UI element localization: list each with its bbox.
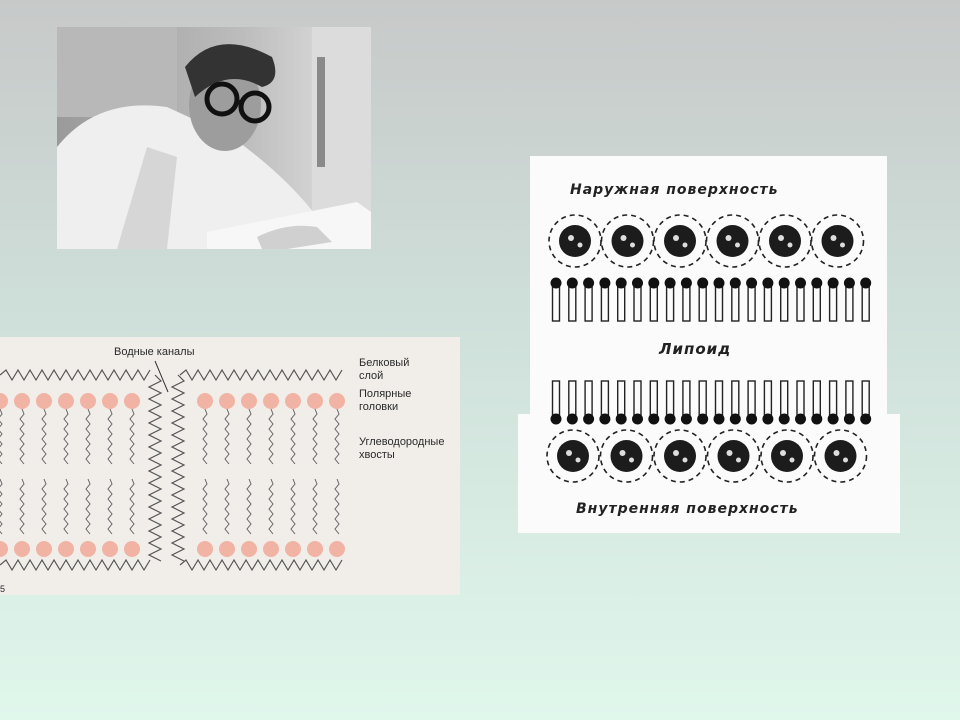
label-water-channels: Водные каналы: [114, 346, 195, 358]
channel-wall-right: [172, 375, 184, 561]
lipid-tail: [203, 479, 207, 534]
polar-head: [263, 393, 279, 409]
lipid-tail: [86, 479, 90, 534]
inner-protein-speck: [673, 450, 679, 456]
scientist-photo: [57, 27, 371, 249]
lipid-tail: [291, 479, 295, 534]
polar-head: [80, 541, 96, 557]
inner-lipid-head: [746, 414, 757, 425]
inner-lipid-head: [779, 414, 790, 425]
protein-layer-bottom-right: [180, 560, 342, 570]
polar-head: [0, 393, 8, 409]
lipid-tail: [247, 409, 251, 464]
outer-protein-core: [559, 225, 591, 257]
lipid-tail: [225, 409, 229, 464]
polar-head: [285, 393, 301, 409]
label-hydrocarbon-tails: Углеводородные хвосты: [359, 436, 445, 461]
polar-head: [36, 541, 52, 557]
lipid-tail: [313, 479, 317, 534]
protein-layer-bottom-left: [0, 560, 150, 570]
inner-protein-speck: [683, 458, 688, 463]
outer-protein-core: [822, 225, 854, 257]
inner-lipid-head: [811, 414, 822, 425]
polar-head: [197, 541, 213, 557]
inner-protein-speck: [780, 450, 786, 456]
polar-head: [307, 541, 323, 557]
inner-lipid-head: [665, 414, 676, 425]
polar-head: [197, 393, 213, 409]
lipid-tail: [42, 409, 46, 464]
lipid-tail: [86, 409, 90, 464]
polar-head: [36, 393, 52, 409]
inner-protein-speck: [736, 458, 741, 463]
outer-lipid-head: [551, 278, 562, 289]
lipid-tail: [130, 479, 134, 534]
lipid-tail: [20, 479, 24, 534]
inner-protein-speck: [834, 450, 840, 456]
lipid-tail: [247, 479, 251, 534]
inner-protein-core: [825, 440, 857, 472]
inner-protein-speck: [629, 458, 634, 463]
outer-lipid-head: [714, 278, 725, 289]
lipid-tail: [0, 479, 2, 534]
lipid-tail: [0, 409, 2, 464]
inner-lipid-head: [681, 414, 692, 425]
bilayer-membrane-diagram: [518, 156, 900, 533]
polar-head: [263, 541, 279, 557]
polar-head: [124, 393, 140, 409]
outer-lipid-head: [811, 278, 822, 289]
polar-head: [102, 541, 118, 557]
lipid-tail: [335, 409, 339, 464]
outer-lipid-head: [795, 278, 806, 289]
inner-lipid-head: [567, 414, 578, 425]
outer-protein-speck: [621, 235, 627, 241]
inner-protein-speck: [843, 458, 848, 463]
outer-protein-core: [769, 225, 801, 257]
outer-protein-speck: [568, 235, 574, 241]
outer-protein-speck: [726, 235, 732, 241]
inner-lipid-head: [795, 414, 806, 425]
inner-lipid-head: [828, 414, 839, 425]
polar-head: [0, 541, 8, 557]
outer-protein-speck: [673, 235, 679, 241]
polar-head: [80, 393, 96, 409]
outer-lipid-head: [616, 278, 627, 289]
channel-wall-left: [149, 375, 161, 561]
corner-mark: 5: [0, 584, 6, 594]
lipid-tail: [203, 409, 207, 464]
inner-protein-speck: [620, 450, 626, 456]
polar-head: [124, 541, 140, 557]
outer-lipid-head: [632, 278, 643, 289]
outer-lipid-head: [681, 278, 692, 289]
lipid-tail: [130, 409, 134, 464]
inner-protein-speck: [727, 450, 733, 456]
lipid-tail: [64, 409, 68, 464]
outer-lipid-head: [665, 278, 676, 289]
outer-lipid-head: [746, 278, 757, 289]
lipid-tail: [108, 479, 112, 534]
label-lipoid: Липоид: [659, 340, 732, 358]
outer-lipid-head: [860, 278, 871, 289]
polar-head: [329, 541, 345, 557]
outer-lipid-head: [599, 278, 610, 289]
inner-protein-core: [771, 440, 803, 472]
polar-head: [14, 393, 30, 409]
inner-lipid-head: [616, 414, 627, 425]
outer-lipid-head: [583, 278, 594, 289]
inner-lipid-head: [583, 414, 594, 425]
inner-protein-core: [611, 440, 643, 472]
polar-head: [14, 541, 30, 557]
inner-protein-core: [557, 440, 589, 472]
outer-protein-core: [717, 225, 749, 257]
inner-lipid-head: [714, 414, 725, 425]
label-inner-surface: Внутренняя поверхность: [576, 501, 799, 517]
inner-lipid-head: [697, 414, 708, 425]
inner-lipid-head: [730, 414, 741, 425]
outer-lipid-head: [762, 278, 773, 289]
lipid-tail: [64, 479, 68, 534]
polar-head: [219, 393, 235, 409]
outer-lipid-head: [567, 278, 578, 289]
polar-head: [102, 393, 118, 409]
protein-layer-top-left: [0, 370, 150, 380]
outer-protein-speck: [735, 243, 740, 248]
outer-protein-speck: [683, 243, 688, 248]
inner-lipid-head: [844, 414, 855, 425]
polar-head: [219, 541, 235, 557]
outer-lipid-head: [844, 278, 855, 289]
inner-lipid-head: [599, 414, 610, 425]
lipid-tail: [42, 479, 46, 534]
outer-protein-speck: [840, 243, 845, 248]
scientist-photo-drawing: [57, 27, 371, 249]
polar-head: [307, 393, 323, 409]
outer-lipid-head: [697, 278, 708, 289]
inner-protein-core: [664, 440, 696, 472]
inner-protein-core: [718, 440, 750, 472]
inner-protein-speck: [576, 458, 581, 463]
membrane-channel-diagram: [0, 337, 460, 595]
outer-protein-speck: [578, 243, 583, 248]
inner-lipid-head: [632, 414, 643, 425]
outer-protein-speck: [788, 243, 793, 248]
polar-head: [285, 541, 301, 557]
lipid-tail: [108, 409, 112, 464]
lipid-tail: [20, 409, 24, 464]
lipid-tail: [269, 479, 273, 534]
label-protein-layer: Белковый слой: [359, 357, 410, 382]
polar-head: [58, 393, 74, 409]
protein-layer-top-right: [180, 370, 342, 380]
outer-lipid-head: [648, 278, 659, 289]
inner-lipid-head: [648, 414, 659, 425]
outer-lipid-head: [828, 278, 839, 289]
lipid-tail: [291, 409, 295, 464]
label-outer-surface: Наружная поверхность: [570, 182, 779, 198]
inner-lipid-head: [860, 414, 871, 425]
inner-protein-speck: [790, 458, 795, 463]
lipid-tail: [313, 409, 317, 464]
outer-protein-core: [612, 225, 644, 257]
label-polar-heads: Полярные головки: [359, 388, 412, 413]
polar-head: [329, 393, 345, 409]
inner-protein-speck: [566, 450, 572, 456]
polar-head: [58, 541, 74, 557]
lipid-tail: [269, 409, 273, 464]
outer-protein-core: [664, 225, 696, 257]
outer-protein-speck: [831, 235, 837, 241]
polar-head: [241, 541, 257, 557]
inner-lipid-head: [551, 414, 562, 425]
inner-lipid-head: [762, 414, 773, 425]
polar-head: [241, 393, 257, 409]
outer-lipid-head: [779, 278, 790, 289]
outer-protein-speck: [630, 243, 635, 248]
outer-protein-speck: [778, 235, 784, 241]
outer-lipid-head: [730, 278, 741, 289]
lipid-tail: [225, 479, 229, 534]
lipid-tail: [335, 479, 339, 534]
